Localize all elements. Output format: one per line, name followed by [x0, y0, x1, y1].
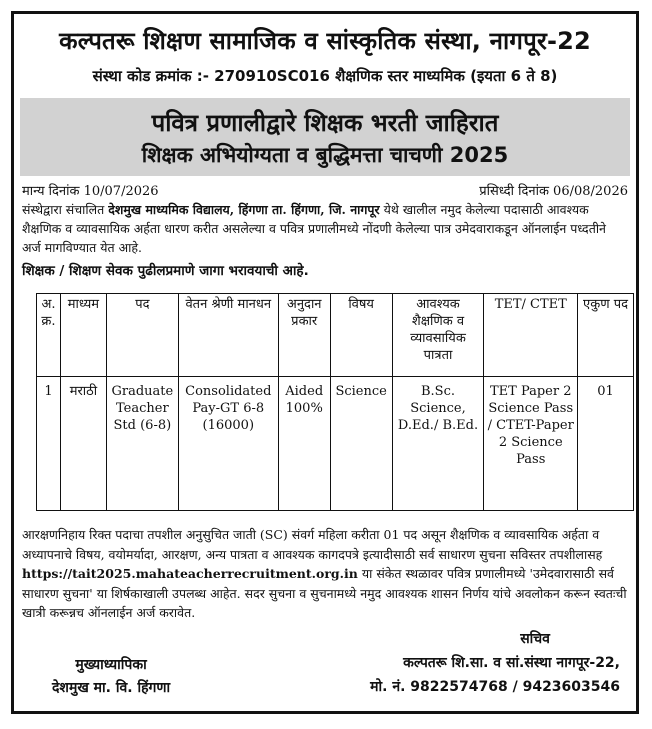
intro-paragraph [22, 200, 628, 257]
vacancy-table [36, 293, 634, 511]
cell-tet-ctet: TET Paper 2 Science Pass / CTET-Paper 2 Science Pass [484, 377, 578, 511]
cell-pay-scale: Consolidated Pay-GT 6-8 (16000) [178, 377, 278, 511]
secretary-phone: मो. नं. 9822574768 / 9423603546 [370, 679, 620, 695]
notice-paragraph [22, 525, 628, 623]
col-header-medium: माध्यम [60, 294, 106, 377]
col-header-pay-scale: वेतन श्रेणी मानधन [178, 294, 278, 377]
organization-name: कल्पतरू शिक्षण सामाजिक व सांस्कृतिक संस्था, नागपूर-22 [59, 27, 591, 55]
organization-code-line: संस्था कोड क्रमांक :- 270910SC016 शैक्षणिक स्तर माध्यमिक (इयता 6 ते 8) [92, 67, 558, 85]
vacancy-subheading: शिक्षक / शिक्षण सेवक पुढीलप्रमाणे जागा भरावयाची आहे. [22, 263, 309, 279]
intro-lead: संस्थेद्वारा संचालित [22, 202, 105, 217]
cell-post: Graduate Teacher Std (6-8) [106, 377, 178, 511]
publication-date: प्रसिध्दी दिनांक 06/08/2026 [479, 184, 628, 199]
col-header-grant-type: अनुदान प्रकार [278, 294, 330, 377]
advertisement-frame [11, 11, 639, 714]
cell-serial: 1 [37, 377, 61, 511]
advertisement-subtitle: शिक्षक अभियोग्यता व बुद्धिमत्ता चाचणी 2025 [141, 143, 509, 167]
intro-rest: येथे खालील नमुद केलेल्या पदासाठी आवश्यक शैक्षणिक व व्यावसायिक अर्हता धारण करीत असलेल्या व पवित्र प्रणालीमध्ये नोंदणी केलेल्या पात्र उमेदवाराकडून ऑनलाईन पध्दतीने अर्ज मागविण्यात येत आहे. [22, 202, 606, 255]
principal-signature-block [52, 654, 170, 700]
notice-part-1: आरक्षणनिहाय रिक्त पदाचा तपशील अनुसुचित जाती (SC) संवर्ग महिला करीता 01 पद असून शैक्षणिक व व्यावसायिक अर्हता व अध्यापनाचे विषय, वयोमर्यादा, आरक्षण, अन्य पात्रता व आवश्यक कागदपत्रे इत्यादीसाठी सर्व साधारण सुचना सविस्तर तपशीलासह [22, 527, 603, 562]
notice-part-2: या संकेत स्थळावर पवित्र प्रणालीमध्ये 'उमेदवारासाठी सर्व साधारण सुचना' या शिर्षकाखाली उपलब्ध आहेत. सदर सुचना व सुचनामध्ये नमुद आवश्यक शासन निर्णय यांचे अवलोकन करून स्वतःची खात्री करून्नच ऑनलाईन अर्ज करावेत. [22, 566, 627, 620]
table-header-row [37, 294, 634, 377]
principal-school: देशमुख मा. वि. हिंगणा [52, 680, 171, 696]
secretary-title: सचिव [520, 631, 550, 647]
cell-grant-type: Aided 100% [278, 377, 330, 511]
secretary-signature-block [370, 627, 620, 699]
secretary-organization: कल्पतरू शि.सा. व सां.संस्था नागपूर-22, [403, 655, 620, 671]
col-header-serial: अ. क्र. [37, 294, 61, 377]
cell-total-posts: 01 [578, 377, 634, 511]
col-header-total-posts: एकुण पद [578, 294, 634, 377]
cell-medium: मराठी [60, 377, 106, 511]
recruitment-url: https://tait2025.mahateacherrecruitment.org.in [22, 566, 358, 581]
cell-subject: Science [330, 377, 392, 511]
title-banner [20, 98, 630, 176]
col-header-post: पद [106, 294, 178, 377]
approval-date: मान्य दिनांक 10/07/2026 [22, 184, 159, 199]
col-header-tet-ctet: TET/ CTET [484, 294, 578, 377]
school-name: देशमुख माध्यमिक विद्यालय, हिंगणा ता. हिंगणा, जि. नागपूर [108, 202, 380, 217]
principal-title: मुख्याध्यापिका [75, 657, 147, 673]
cell-qualification: B.Sc. Science, D.Ed./ B.Ed. [392, 377, 484, 511]
col-header-qualification: आवश्यक शैक्षणिक व व्यावसायिक पात्रता [392, 294, 484, 377]
advertisement-title: पवित्र प्रणालीद्वारे शिक्षक भरती जाहिरात [151, 109, 499, 137]
table-row [37, 377, 634, 511]
col-header-subject: विषय [330, 294, 392, 377]
